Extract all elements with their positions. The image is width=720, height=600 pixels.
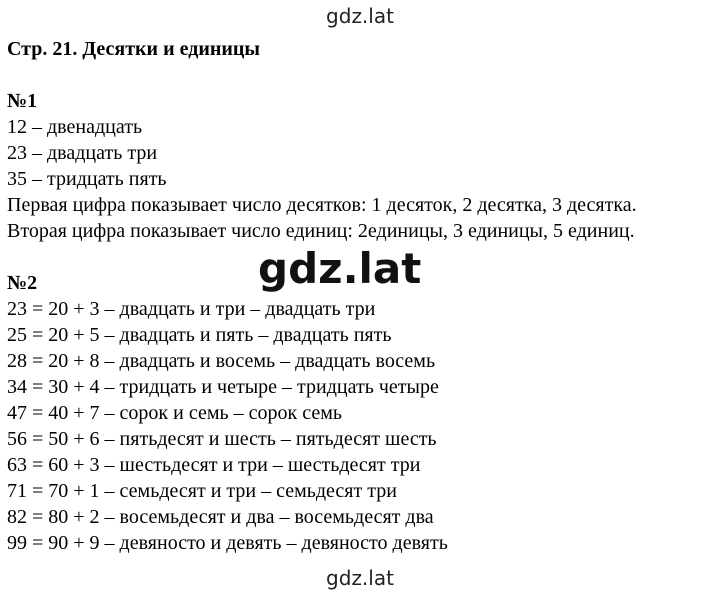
document-body	[7, 36, 713, 556]
watermark-middle: gdz.lat	[258, 244, 422, 293]
watermark-bottom: gdz.lat	[326, 566, 394, 590]
task-2-line: 28 = 20 + 8 – двадцать и восемь – двадцать восемь	[7, 350, 436, 372]
task-1-line: 12 – двенадцать	[7, 116, 143, 138]
task-2-line: 47 = 40 + 7 – сорок и семь – сорок семь	[7, 402, 342, 424]
task-2	[7, 270, 713, 556]
task-2-label: №2	[7, 272, 38, 294]
task-2-line: 82 = 80 + 2 – восемьдесят и два – восемьдесят два	[7, 506, 434, 528]
page-title: Стр. 21. Десятки и единицы	[7, 38, 261, 60]
task-2-line: 99 = 90 + 9 – девяносто и девять – девяносто девять	[7, 532, 448, 554]
task-1-line: 23 – двадцать три	[7, 142, 158, 164]
task-1-line: Вторая цифра показывает число единиц: 2единицы, 3 единицы, 5 единиц.	[7, 220, 635, 242]
task-2-line: 56 = 50 + 6 – пятьдесят и шесть – пятьдесят шесть	[7, 428, 437, 450]
task-2-line: 63 = 60 + 3 – шестьдесят и три – шестьдесят три	[7, 454, 421, 476]
task-2-line: 23 = 20 + 3 – двадцать и три – двадцать три	[7, 298, 376, 320]
task-1	[7, 88, 713, 244]
task-1-label: №1	[7, 90, 38, 112]
task-1-line: 35 – тридцать пять	[7, 168, 167, 190]
task-2-line: 25 = 20 + 5 – двадцать и пять – двадцать пять	[7, 324, 392, 346]
task-2-line: 71 = 70 + 1 – семьдесят и три – семьдесят три	[7, 480, 397, 502]
task-1-line: Первая цифра показывает число десятков: 1 десяток, 2 десятка, 3 десятка.	[7, 194, 637, 216]
watermark-top: gdz.lat	[326, 4, 394, 28]
task-2-line: 34 = 30 + 4 – тридцать и четыре – тридцать четыре	[7, 376, 439, 398]
